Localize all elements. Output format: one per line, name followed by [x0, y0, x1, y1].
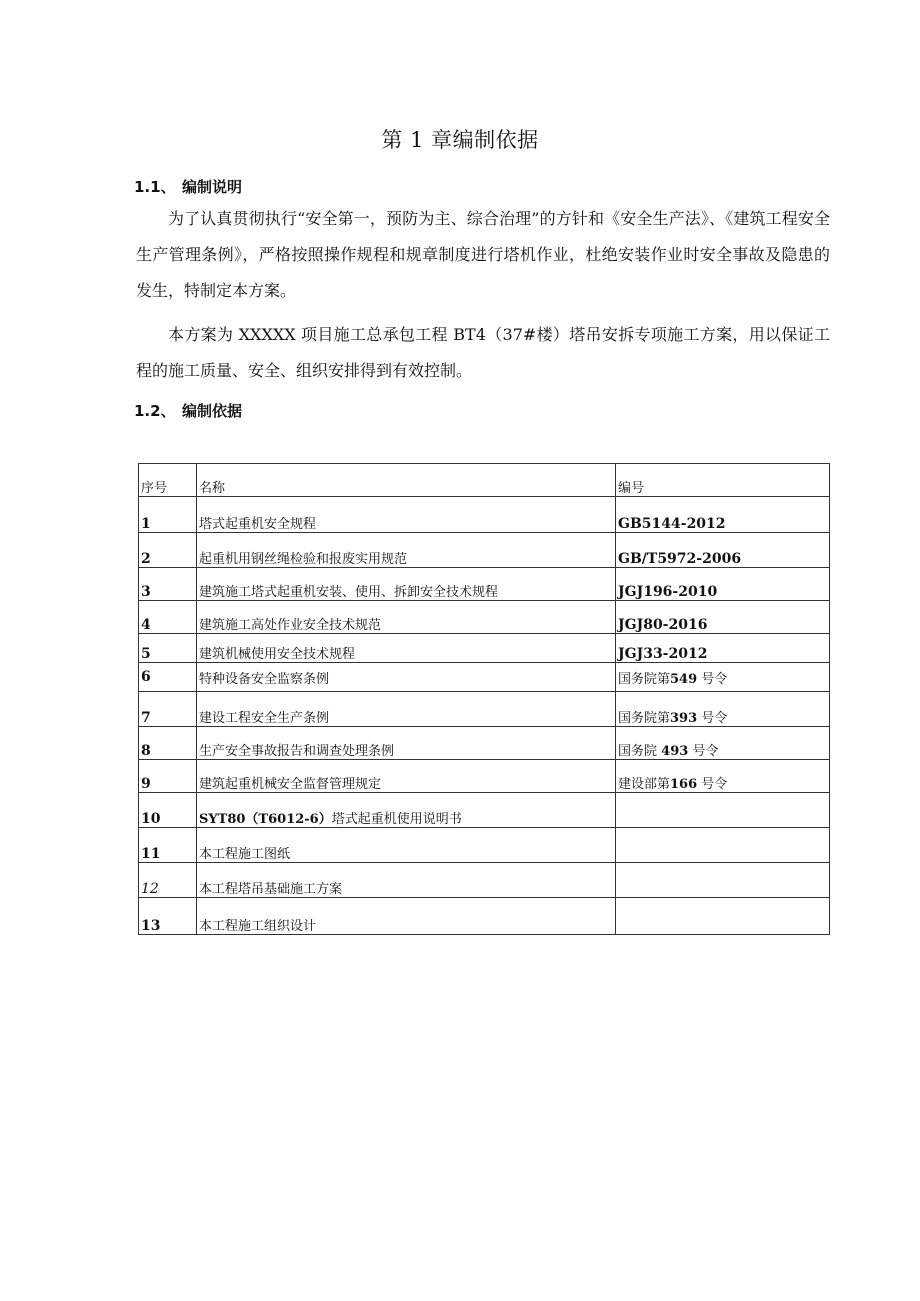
- row-code: [616, 793, 830, 828]
- header-code: 编号: [616, 464, 830, 497]
- code-suffix: 号令: [692, 744, 719, 759]
- row-name: 特种设备安全监察条例: [197, 663, 616, 692]
- table-row: [139, 692, 830, 727]
- code-prefix: 建设部第: [618, 777, 671, 792]
- code-suffix: 号令: [701, 777, 728, 792]
- row-name: 本工程施工组织设计: [197, 898, 616, 935]
- row-name: [197, 793, 616, 828]
- row-code: [616, 863, 830, 898]
- paragraph-1: 为了认真贯彻执行“安全第一，预防为主、综合治理”的方针和《安全生产法》、《建筑工程安全生产管理条例》，严格按照操作规程和规章制度进行塔机作业，杜绝安装作业时安全事故及隐患的发生，特制定本方案。: [136, 209, 830, 300]
- section-number: 1.1、: [134, 178, 176, 196]
- row-name: 建筑机械使用安全技术规程: [197, 634, 616, 663]
- row-seq: 6: [139, 663, 197, 692]
- row-seq: 7: [139, 692, 197, 727]
- table-row: [139, 497, 830, 533]
- row-code: JGJ33-2012: [616, 634, 830, 663]
- row-seq: 12: [139, 863, 197, 898]
- code-suffix: 号令: [701, 711, 728, 726]
- code-number: 493: [661, 744, 689, 759]
- table-header-row: [139, 464, 830, 497]
- row-name: 建筑施工塔式起重机安装、使用、拆卸安全技术规程: [197, 568, 616, 601]
- header-name: 名称: [197, 464, 616, 497]
- row-code: [616, 898, 830, 935]
- table-row: [139, 863, 830, 898]
- row-code: JGJ80-2016: [616, 601, 830, 634]
- code-prefix: 国务院第: [618, 711, 671, 726]
- table-row: [139, 568, 830, 601]
- header-seq: 序号: [139, 464, 197, 497]
- chapter-title: 第 1 章编制依据: [381, 128, 539, 152]
- code-prefix: 国务院第: [618, 671, 671, 687]
- table-row: [139, 898, 830, 935]
- row-code: [616, 828, 830, 863]
- row-seq: 10: [139, 793, 197, 828]
- section-title: 编制说明: [182, 178, 243, 196]
- row-seq: 2: [139, 533, 197, 568]
- table-row: [139, 793, 830, 828]
- row-seq: 13: [139, 898, 197, 935]
- row-code: [616, 727, 830, 760]
- code-number: 166: [670, 777, 698, 792]
- row-code: [616, 760, 830, 793]
- code-prefix: 国务院: [618, 744, 658, 759]
- table-row: [139, 760, 830, 793]
- row-name: 本工程塔吊基础施工方案: [197, 863, 616, 898]
- row-name: 建设工程安全生产条例: [197, 692, 616, 727]
- row-name: 塔式起重机安全规程: [197, 497, 616, 533]
- row-seq: 9: [139, 760, 197, 793]
- row-code: [616, 692, 830, 727]
- row-code: [616, 663, 830, 692]
- row-name-text: 塔式起重机使用说明书: [331, 812, 462, 827]
- table-row: [139, 634, 830, 663]
- row-name: 建筑施工高处作业安全技术规范: [197, 601, 616, 634]
- section-heading-1-1: [134, 176, 242, 197]
- table-row: [139, 533, 830, 568]
- table-row: [139, 601, 830, 634]
- row-code: JGJ196-2010: [616, 568, 830, 601]
- section-heading-1-2: [134, 400, 242, 421]
- row-code: GB5144-2012: [616, 497, 830, 533]
- reference-table: [138, 463, 830, 935]
- code-number: 393: [670, 711, 698, 726]
- paragraph-2: 本方案为 XXXXX 项目施工总承包工程 BT4（37#楼）塔吊安拆专项施工方案，用以保证工程的施工质量、安全、组织安排得到有效控制。: [136, 325, 830, 380]
- row-name: 本工程施工图纸: [197, 828, 616, 863]
- row-code: GB/T5972-2006: [616, 533, 830, 568]
- row-seq: 8: [139, 727, 197, 760]
- row-name: 生产安全事故报告和调查处理条例: [197, 727, 616, 760]
- code-suffix: 号令: [701, 671, 728, 687]
- row-seq: 3: [139, 568, 197, 601]
- row-name: 起重机用钢丝绳检验和报废实用规范: [197, 533, 616, 568]
- row-name: 建筑起重机械安全监督管理规定: [197, 760, 616, 793]
- section-number: 1.2、: [134, 402, 176, 420]
- row-seq: 4: [139, 601, 197, 634]
- row-seq: 1: [139, 497, 197, 533]
- code-number: 549: [670, 671, 698, 687]
- row-seq: 11: [139, 828, 197, 863]
- model-number: SYT80（T6012-6）: [199, 812, 332, 827]
- table-row: [139, 828, 830, 863]
- table-row: [139, 727, 830, 760]
- section-title: 编制依据: [182, 402, 243, 420]
- table-row: [139, 663, 830, 692]
- row-seq: 5: [139, 634, 197, 663]
